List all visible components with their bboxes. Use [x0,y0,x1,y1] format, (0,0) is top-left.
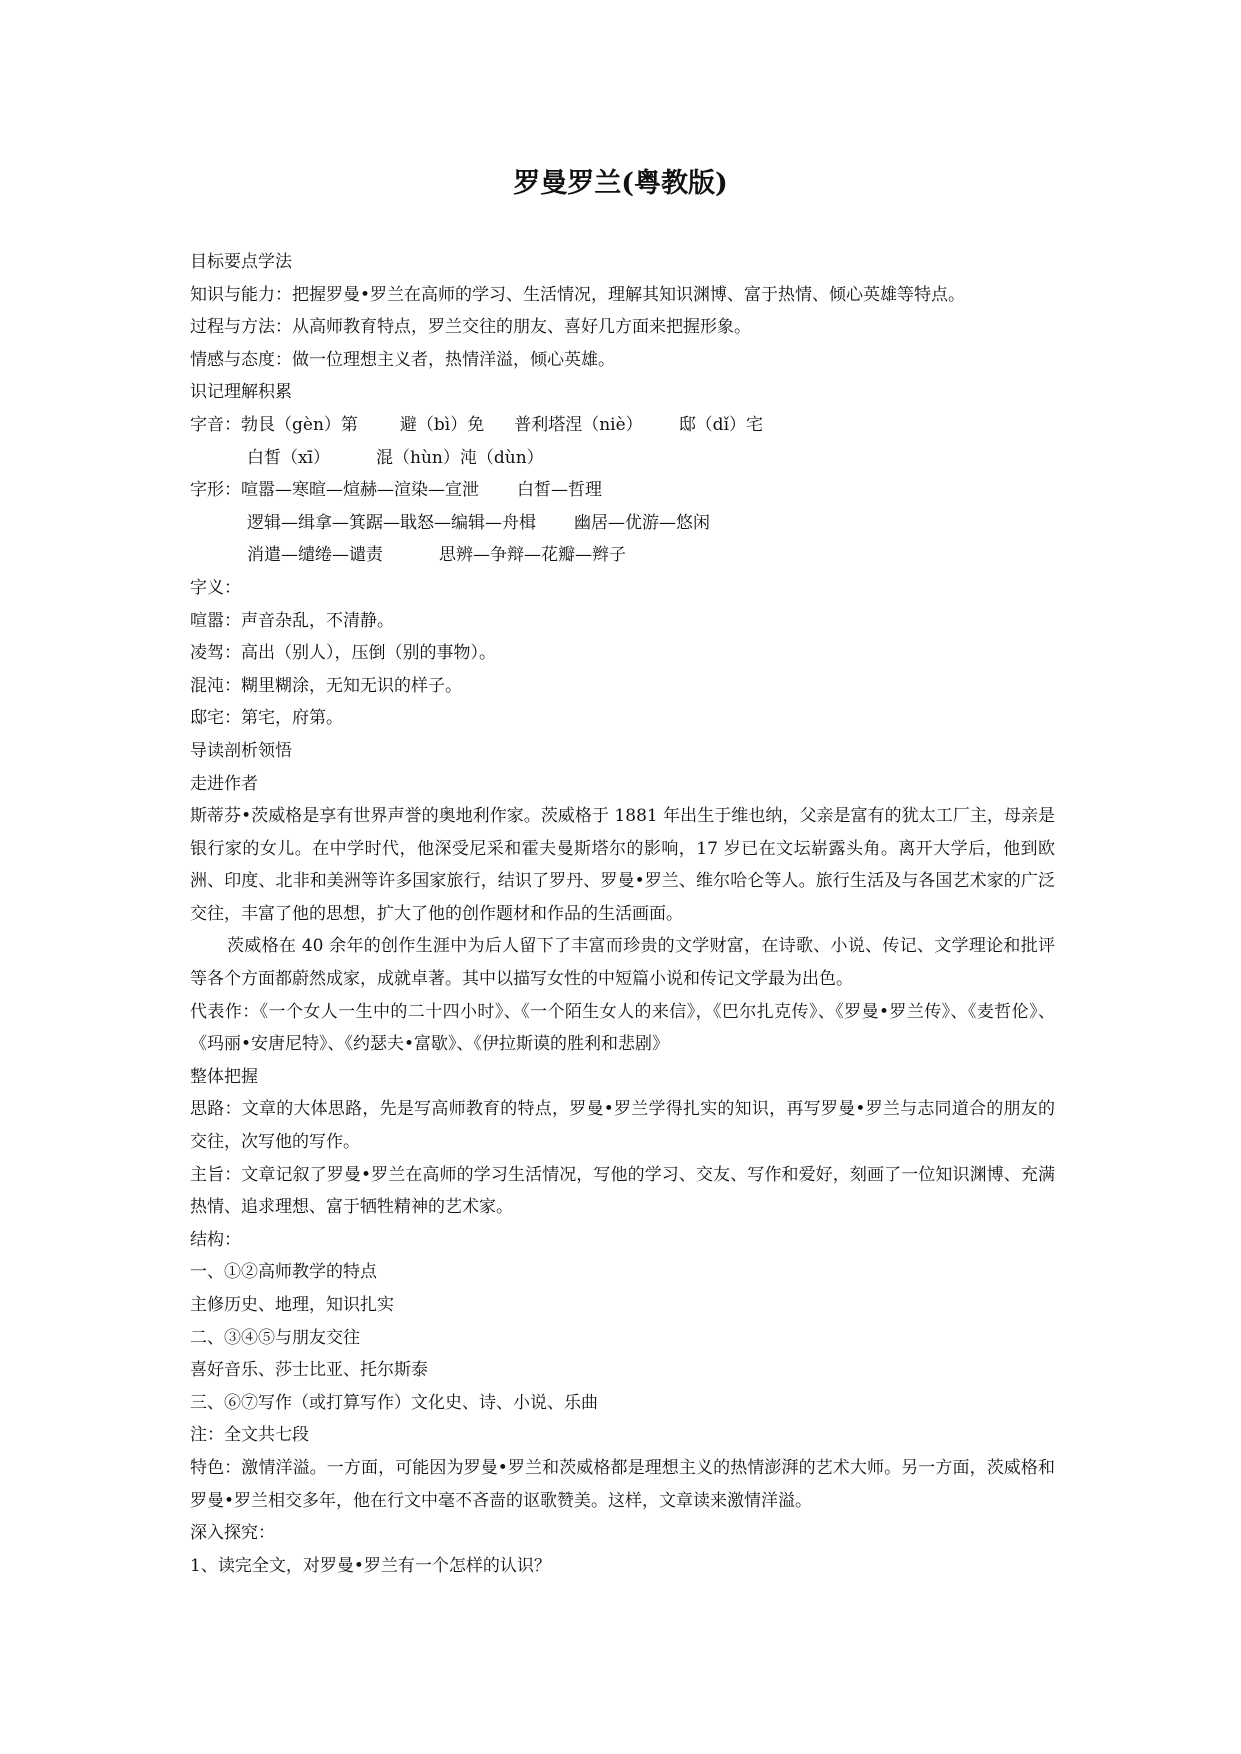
subheading-overall: 整体把握 [190,1066,258,1087]
document-body [190,246,1055,1582]
section-heading-memory: 识记理解积累 [190,382,292,403]
form-item: 逻辑—缉拿—箕踞—戢怒—编辑—舟楫 [247,512,536,533]
form-item: 喧嚣—寒暄—煊赫—渲染—宣泄 [241,480,479,501]
form-row-3 [190,539,1055,572]
form-label: 字形： [190,480,241,501]
feature-paragraph: 特色：激情洋溢。一方面，可能因为罗曼•罗兰和茨威格都是理想主义的热情澎湃的艺术大师。另一方面，茨威格和罗曼•罗兰相交多年，他在行文中毫不吝啬的讴歌赞美。这样，文章读来激情洋溢。 [190,1457,1055,1511]
structure-item: 主修历史、地理，知识扎实 [190,1295,394,1315]
question-1: 1、读完全文，对罗曼•罗兰有一个怎样的认识？ [190,1555,551,1576]
subheading-author: 走进作者 [190,773,258,794]
meaning-label: 字义： [190,577,241,598]
page-title: 罗曼罗兰(粤教版) [513,168,728,199]
form-item: 幽居—优游—悠闲 [574,512,710,533]
form-item: 白皙—哲理 [517,480,602,501]
subheading-explore: 深入探究： [190,1523,275,1544]
meaning-item: 邸宅：第宅，府第。 [190,708,343,729]
pronunciation-row-1 [190,409,1055,442]
goal-knowledge: 知识与能力：把握罗曼•罗兰在高师的学习、生活情况，理解其知识渊博、富于热情、倾心英雄等特点。 [190,284,966,305]
form-row-2 [190,507,1055,540]
pronunciation-item: 避（bì）免 [399,414,485,435]
pronunciation-row-2 [190,442,1055,475]
meaning-item: 喧嚣：声音杂乱，不清静。 [190,610,394,631]
structure-item: 喜好音乐、莎士比亚、托尔斯泰 [190,1360,428,1381]
pronunciation-item: 勃艮（gèn）第 [241,414,358,435]
author-paragraph-1: 斯蒂芬•茨威格是享有世界声誉的奥地利作家。茨威格于 1881 年出生于维也纳，父亲是富有的犹太工厂主，母亲是银行家的女儿。在中学时代，他深受尼采和霍夫曼斯塔尔的影响，17 岁已在文坛崭露头角。离开大学后，他到欧洲、印度、北非和美洲等许多国家旅行，结识了罗丹、罗曼•罗兰、维尔哈仑等人。旅行生活及与各国艺术家的广泛交往，丰富了他的思想，扩大了他的创作题材和作品的生活画面。 [190,806,1055,924]
structure-item: 一、①②高师教学的特点 [190,1262,377,1283]
meaning-item: 凌驾：高出（别人），压倒（别的事物）。 [190,643,496,664]
form-row-1 [190,474,1055,507]
theme-paragraph: 主旨：文章记叙了罗曼•罗兰在高师的学习生活情况，写他的学习、交友、写作和爱好，刻画了一位知识渊博、充满热情、追求理想、富于牺牲精神的艺术家。 [190,1164,1055,1218]
goal-process: 过程与方法：从高师教育特点，罗兰交往的朋友、喜好几方面来把握形象。 [190,317,751,338]
pronunciation-item: 白皙（xī） [247,447,331,468]
pronunciation-label: 字音： [190,414,241,435]
pronunciation-item: 混（hùn）沌（dùn） [376,447,544,468]
pronunciation-item: 普利塔涅（niè） [514,414,643,435]
goal-emotion: 情感与态度：做一位理想主义者，热情洋溢，倾心英雄。 [190,349,615,370]
section-heading-guide: 导读剖析领悟 [190,740,292,761]
representative-works: 代表作：《一个女人一生中的二十四小时》、《一个陌生女人的来信》，《巴尔扎克传》、《罗曼•罗兰传》、《麦哲伦》、《玛丽•安唐尼特》、《约瑟夫•富歇》、《伊拉斯谟的胜利和悲剧》 [190,1001,1055,1055]
idea-paragraph: 思路：文章的大体思路，先是写高师教育的特点，罗曼•罗兰学得扎实的知识，再写罗曼•罗兰与志同道合的朋友的交往，次写他的写作。 [190,1099,1055,1153]
pronunciation-item: 邸（dǐ）宅 [678,414,764,435]
form-item: 消遣—缱绻—谴责 [247,545,383,566]
structure-note: 注：全文共七段 [190,1425,309,1446]
form-item: 思辨—争辩—花瓣—辫子 [439,545,626,566]
structure-label: 结构： [190,1229,241,1250]
structure-item: 二、③④⑤与朋友交往 [190,1327,360,1348]
meaning-item: 混沌：糊里糊涂，无知无识的样子。 [190,675,462,696]
author-paragraph-2: 茨威格在 40 余年的创作生涯中为后人留下了丰富而珍贵的文学财富，在诗歌、小说、传记、文学理论和批评等各个方面都蔚然成家，成就卓著。其中以描写女性的中短篇小说和传记文学最为出色。 [190,936,1055,990]
section-heading-goals: 目标要点学法 [190,252,292,272]
structure-item: 三、⑥⑦写作（或打算写作）文化史、诗、小说、乐曲 [190,1392,598,1413]
